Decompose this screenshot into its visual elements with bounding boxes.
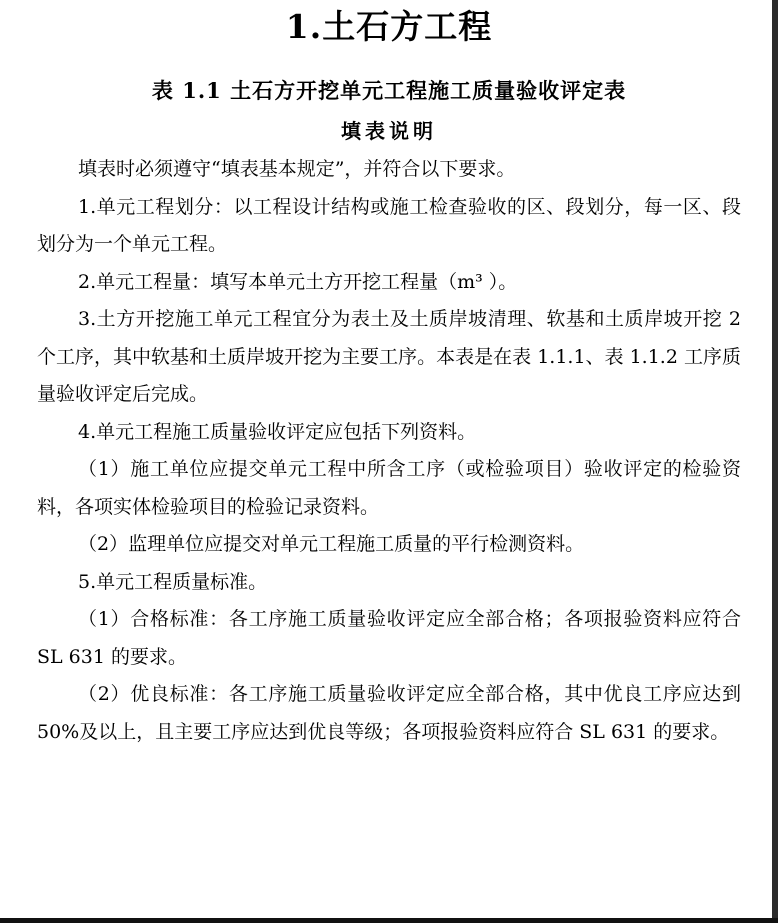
- paragraph-required-documents: 4.单元工程施工质量验收评定应包括下列资料。: [78, 420, 477, 443]
- table-title: 表 1.1 土石方开挖单元工程施工质量验收评定表: [151, 78, 627, 103]
- paragraph-process-split: 3.土方开挖施工单元工程宜分为表土及土质岸坡清理、软基和土质岸坡开挖 2 个工序，其中软基和土质岸坡开挖为主要工序。本表是在表 1.1.1、表 1.1.2 工序质量验收评定后完成。: [37, 308, 741, 405]
- paragraph-supervisor-documents: （2）监理单位应提交对单元工程施工质量的平行检测资料。: [78, 533, 585, 555]
- section-heading: 填表说明: [341, 119, 437, 143]
- paragraph-excellent-standard: （2）优良标准：各工序施工质量验收评定应全部合格，其中优良工序应达到 50%及以上，且主要工序应达到优良等级；各项报验资料应符合 SL 631 的要求。: [37, 683, 741, 743]
- paragraph-pass-standard: （1）合格标准：各工序施工质量验收评定应全部合格；各项报验资料应符合 SL 631 的要求。: [37, 608, 741, 668]
- page-edge-bottom: [0, 918, 778, 923]
- chapter-title: 1.土石方工程: [285, 7, 493, 46]
- paragraph-intro: 填表时必须遵守“填表基本规定”，并符合以下要求。: [78, 158, 516, 180]
- paragraph-quality-standard: 5.单元工程质量标准。: [78, 570, 268, 593]
- page-edge-right: [772, 0, 778, 923]
- paragraph-contractor-documents: （1）施工单位应提交单元工程中所含工序（或检验项目）验收评定的检验资料，各项实体检验项目的检验记录资料。: [37, 458, 741, 518]
- paragraph-unit-division: 1.单元工程划分：以工程设计结构或施工检查验收的区、段划分，每一区、段划分为一个单元工程。: [37, 195, 741, 255]
- instructions-body: [37, 151, 741, 751]
- paragraph-unit-quantity: 2.单元工程量：填写本单元土方开挖工程量（m³ ）。: [78, 270, 518, 293]
